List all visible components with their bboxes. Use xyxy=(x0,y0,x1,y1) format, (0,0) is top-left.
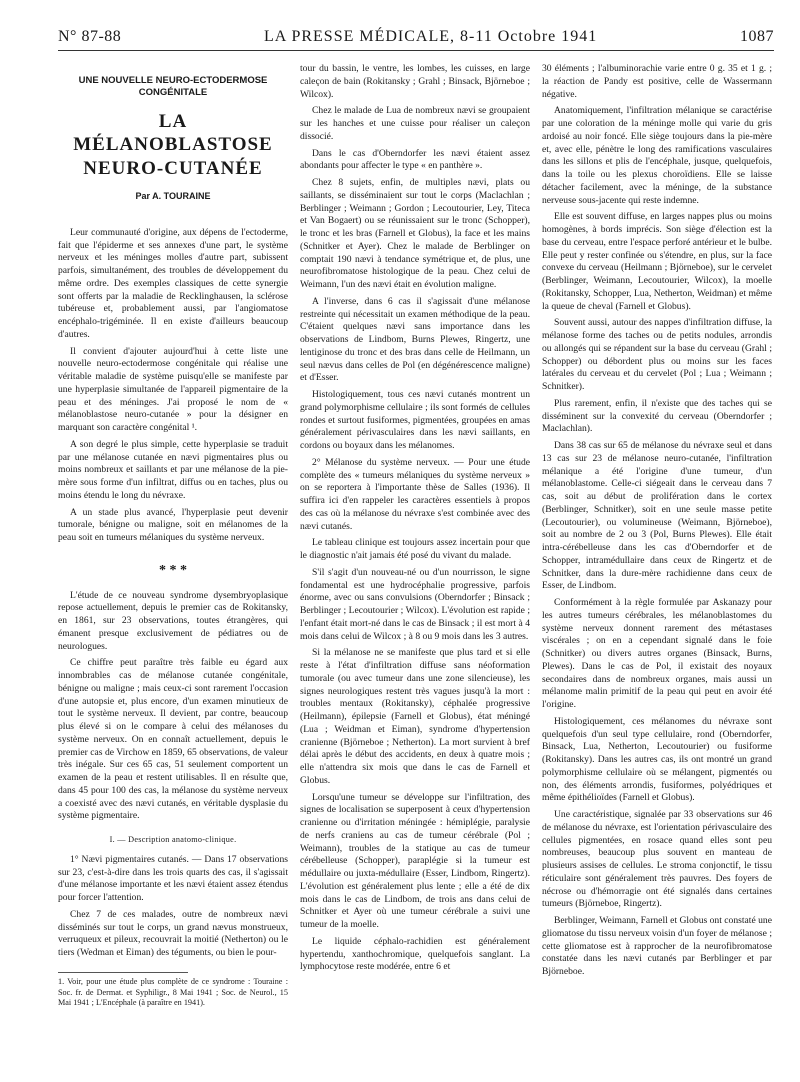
paragraph: A l'inverse, dans 6 cas il s'agissait d'une mélanose restreinte qui nécessitait un examen méthodique de la peau. C'étaient quelques nævi sans importance dans les observations de Lindbom, Burns Plewes, Ringertz, une lentiginose du tronc et des bras dans celle de Heilmann, un seul nævus dans celles de Pol (en dégénérescence maligne) et d'Esser. xyxy=(300,295,530,384)
paragraph: Anatomiquement, l'infiltration mélanique se caractérise par une coloration de la méninge molle qui varie du gris ardoisé au noir foncé. Elle siège toujours dans la pie-mère et, avec elle, pénètre le long des ramifications vasculaires dans les sillons et plis de l'encéphale, jusque, quelquefois, dans la toile ou les plexus choroïdiens. Elle se laisse détacher facilement, avec la méninge, de la substance nerveuse sous-jacente qui reste indemne. xyxy=(542,105,772,206)
paragraph: Elle est souvent diffuse, en larges nappes plus ou moins homogènes, à bords imprécis. Son siège d'élection est la base du cerveau, entre l'espace perforé antérieur et le bulbe. Elle peut y rester confinée ou s'étendre, en plus, sur la face convexe du cerveau (Heilmann ; Björneboe), sur le cervelet (Berblinger, Weimann, Lecoutourier, Wilcox), la moelle (Rokitansky, Schopper, Lua, Netherton, Weidman) et même la queue de cheval (Farnell et Globus). xyxy=(542,211,772,312)
paragraph: 2° Mélanose du système nerveux. — Pour une étude complète des « tumeurs mélaniques du système nerveux » on se reportera à l'importante thèse de Salles (1936). Il suffira ici d'en rappeler les caractères essentiels à propos des cas où la mélanose du névraxe s'est combinée avec des nævi cutanés. xyxy=(300,456,530,532)
paragraph: Chez le malade de Lua de nombreux nævi se groupaient sur les hanches et une cuisse pour réaliser un caleçon dissocié. xyxy=(300,105,530,142)
section-heading: I. — Description anatomo-clinique. xyxy=(109,835,237,844)
paragraph: Chez 8 sujets, enfin, de multiples nævi, plats ou saillants, se disséminaient sur tout le corps (Maclachlan ; Berblinger ; Weimann ; Gordon ; Lecoutourier, Ley, Titeca et Van Bogaert) ou se réunissaient sur le tronc (Schopper), le tronc et les bras (Farnell et Globus), la face et les mains (Schnitker et Ayer). Chez le malade de Berblinger on comptait 190 nævi à tendance symétrique et, de plus, une neurofibromatose histologique de la peau. Chez celui de Weimann, l'un des nævi était en évolution maligne. xyxy=(300,177,530,290)
paragraph: Histologiquement, tous ces nævi cutanés montrent un grand polymorphisme cellulaire ; ils sont formés de cellules rondes et surtout fusiformes, pigmentées, groupées en amas généralement périvasculaires dans les nævi saillants, en cordons ou boyaux dans les mélanomes. xyxy=(300,389,530,451)
page-header xyxy=(58,28,774,51)
journal-title: LA PRESSE MÉDICALE, 8-11 Octobre 1941 xyxy=(264,28,598,45)
paragraph: Ce chiffre peut paraître très faible eu égard aux innombrables cas de mélanose cutanée congénitale, bénigne ou maligne ; mais ceux-ci sont rarement l'occasion d'une autopsie et, plus encore, d'un examen minutieux de tout le système nerveux. Il devient, par contre, beaucoup plus élevé si on le compare à celui des mélanoses du système nerveux. On en connaît actuellement, depuis le premier cas de Virchow en 1859, 65 observations, de valeur très inégale. Sur ces 65 cas, 51 seulement comportent un examen de la peau et restent utilisables. Il en résulte que, dans 45 pour 100 des cas, la mélanose du système nerveux a coexisté avec des nævi cutanés, en véritable dysplasie du système pigmentaire. xyxy=(58,657,288,822)
paragraph: A un stade plus avancé, l'hyperplasie peut devenir tumorale, bénigne ou maligne, soit en mélanomes de la peau soit en tumeurs mélaniques du système nerveux. xyxy=(58,506,288,544)
paragraph: Une caractéristique, signalée par 33 observations sur 46 de mélanose du névraxe, est l'orientation périvasculaire des cellules pigmentées, en rosace quand elles sont peu nombreuses, beaucoup plus souvent en manteau de plusieurs assises de cellules. Le stroma conjonctif, le tissu réticulaire sont généralement très pauvres. Des foyers de nécrose ou d'hémorragie ont été signalés dans certaines tumeurs (Björneboe, Ringertz). xyxy=(542,809,772,910)
paragraph: Histologiquement, ces mélanomes du névraxe sont quelquefois d'un seul type cellulaire, rond (Oberndorfer, Binsack, Lua, Netherton, Lecoutourier) ou fusiforme (Rokitansky). Dans les autres cas, ils ont montré un grand polymorphisme cellulaire où se mélangent, pigmentés ou non, des éléments arrondis, fusiformes, polyédriques et même épithélioïdes (Farnell et Globus). xyxy=(542,715,772,804)
paragraph: Leur communauté d'origine, aux dépens de l'ectoderme, fait que l'épiderme et ses annexes d'une part, le système nerveux et les méninges molles d'autre part, subissent parfois, simultanément, des troubles de développement du même ordre. Des exemples classiques de cette synergie sont offerts par la maladie de Recklinghausen, la sclérose tubéreuse et, probablement aussi, par l'angiomatose encéphalo-trigéminée. Il en existe d'ailleurs beaucoup d'autres. xyxy=(58,226,288,340)
paragraph: 1° Nævi pigmentaires cutanés. — Dans 17 observations sur 23, c'est-à-dire dans les trois quarts des cas, il s'agissait d'une mélanose importante et les nævi étaient assez étendus pour forcer l'attention. xyxy=(58,853,288,904)
paragraph: 30 éléments ; l'albuminorachie varie entre 0 g. 35 et 1 g. ; la réaction de Pandy est positive, celle de Wassermann négative. xyxy=(542,63,772,100)
paragraph: S'il s'agit d'un nouveau-né ou d'un nourrisson, le signe fondamental est une hydrocéphalie progressive, parfois énorme, avec ou sans convulsions (Oberndorfer ; Binsack ; Berblinger ; Lecoutourier ; Wilcox). L'évolution est rapide ; l'enfant était mort-né dans le cas de Binsack ; il est mort à 4 mois dans celui de Wilcox ; à 8 ou 9 mois dans les 3 autres. xyxy=(300,566,530,642)
paragraph: Dans le cas d'Oberndorfer les nævi étaient assez abondants pour affecter le type « en panthère ». xyxy=(300,147,530,172)
paragraph: L'étude de ce nouveau syndrome dysembryoplasique repose actuellement, depuis le premier cas de Rokitansky, en 1861, sur 23 observations, toutes étrangères, qui émanent presque exclusivement de pédiatres ou de neurologues. xyxy=(58,589,288,652)
paragraph: Lorsqu'une tumeur se développe sur l'infiltration, des signes de localisation se superposent à ceux d'hypertension cranienne ou d'irritation méningée : hémiplégie, paralysie de nerfs craniens au cas de tumeur cérébrale (Pol ; Weimann), troubles de la statique au cas de tumeur cérébelleuse (Schopper), paraplégie si la tumeur est médullaire ou juxta-médullaire (Esser, Lindbom, Ringertz). L'évolution est généralement plus lente ; elle a été de dix mois dans le cas de Lindbom, de trois ans dans celui de Schnitker et Ayer où une tumeur cérébrale a suivi une tumeur de la moelle. xyxy=(300,791,530,930)
paragraph: Conformément à la règle formulée par Askanazy pour les autres tumeurs cérébrales, les mélanoblastomes du système nerveux donnent rarement des métastases viscérales ; on en a cependant signalé dans le foie (Schnitker) ou divers autres organes (Binsack, Burns, Plewes). Dans le cas de Pol, il existait des noyaux secondaires dans de nombreux organes, mais aussi un mélanome malin primitif de la peau qui peut en avoir été l'origine. xyxy=(542,597,772,710)
paragraph: Le tableau clinique est toujours assez incertain pour que le diagnostic n'ait jamais été posé du vivant du malade. xyxy=(300,537,530,561)
article-byline: Par A. TOURAINE xyxy=(135,190,211,201)
paragraph: tour du bassin, le ventre, les lombes, les cuisses, en large caleçon de bain (Rokitansky ; Grahl ; Binsack, Björneboe ; Wilcox). xyxy=(300,63,530,100)
article-title: LA MÉLANOBLASTOSE NEURO-CUTANÉE xyxy=(73,110,273,180)
paragraph: Chez 7 de ces malades, outre de nombreux nævi disséminés sur tout le corps, un grand nævus monstrueux, verruqueux et pileux, recouvrait la moitié (Netherton) ou le tiers (Wedman et Eiman) des téguments, ou bien le pour- xyxy=(58,908,288,959)
issue-number: N° 87-88 xyxy=(58,28,122,45)
paragraph: Souvent aussi, autour des nappes d'infiltration diffuse, la mélanose forme des taches ou de petits nodules, arrondis ou allongés qui se répandent sur la base du cerveau (Grahl ; Schopper) ou débordent plus ou moins sur les faces latérales du cerveau et du cervelet (Pol ; Lua ; Weimann ; Schnitker). xyxy=(542,317,772,392)
column-1 xyxy=(58,63,288,1009)
paragraph: A son degré le plus simple, cette hyperplasie se traduit par une mélanose cutanée en nævi pigmentaires plus ou moins nombreux et saillants et par une mélanose de la pie-mère sous forme d'un infiltrat, diffus ou en taches, plus ou moins étendu le long du névraxe. xyxy=(58,438,288,501)
page-number: 1087 xyxy=(740,28,774,45)
paragraph: Berblinger, Weimann, Farnell et Globus ont constaté une gliomatose du tissu nerveux voisin d'un foyer de mélanose ; cette gliomatose est à rapprocher de la neurofibromatose constatée dans les nævi cutanés par Berblinger et par Björneboe. xyxy=(542,915,772,977)
paragraph: Dans 38 cas sur 65 de mélanose du névraxe seul et dans 13 cas sur 23 de mélanose neuro-cutanée, l'infiltration mélanique a été l'origine d'une tumeur, d'un mélanoblastome. Celle-ci siégeait dans le cerveau dans 7 cas, soit au début de prolifération dans le cortex (Berblinger, Schnitker), soit en une seule masse petite (Lecoutourier), ou volumineuse (Weimann, Björneboe), soit au nombre de 2 ou 3 (Pol, Burns Plewes). Elle était intra-cérébelleuse dans les cas d'Oberndorfer et de Schopper, intramédullaire dans ceux de Ringertz et de Schnitker, dans la dure-mère rachidienne dans ceux de Esser, de Lindbom. xyxy=(542,440,772,592)
column-3 xyxy=(542,63,772,1009)
article-surtitle: UNE NOUVELLE NEURO-ECTODERMOSE CONGÉNITALE xyxy=(78,75,268,99)
section-separator-stars: * * * xyxy=(159,562,187,578)
paragraph: Le liquide céphalo-rachidien est généralement hypertendu, xanthochromique, quelquefois sanglant. La lymphocytose reste modérée, entre 6 et xyxy=(300,935,530,973)
footnote: 1. Voir, pour une étude plus complète de ce syndrome : Touraine : Soc. fr. de Dermat. et Syphiligr., 8 Mai 1941 ; Soc. de Neurol., 15 Mai 1941 ; L'Encéphale (à paraître en 1941). xyxy=(58,976,288,1008)
paragraph: Plus rarement, enfin, il n'existe que des taches qui se disséminent sur la convexité du cerveau (Oberndorfer ; Maclachlan). xyxy=(542,397,772,435)
article-heading xyxy=(58,75,288,203)
paragraph: Si la mélanose ne se manifeste que plus tard et si elle reste à l'état d'infiltration diffuse sans néoformation tumorale (ou avec tumeur dans une zone silencieuse), les signes neurologiques restent très vagues jusqu'à la mort : troubles mentaux (Rokitansky), céphalée progressive (Heilmann), épilepsie (Farnell et Globus), état méningé (Lua ; Weidman et Eiman), syndrome d'hypertension cranienne (Björneboe ; Netherton). La mort survient à bref délai après le début des accidents, en deux à quatre mois ; elle n'attendra six mois que dans le cas de Farnell et Globus. xyxy=(300,647,530,786)
text-columns xyxy=(58,63,774,1009)
column-2 xyxy=(300,63,530,1009)
paragraph: Il convient d'ajouter aujourd'hui à cette liste une nouvelle neuro-ectodermose congénitale qui réalise une véritable maladie de système puisqu'elle se manifeste par une hyperplasie simultanée de l'appareil pigmentaire de la peau et des méninges. J'ai proposé le nom de « mélanoblastose neuro-cutanée » pour la désigner en marquant son caractère congénital ¹. xyxy=(58,345,288,434)
